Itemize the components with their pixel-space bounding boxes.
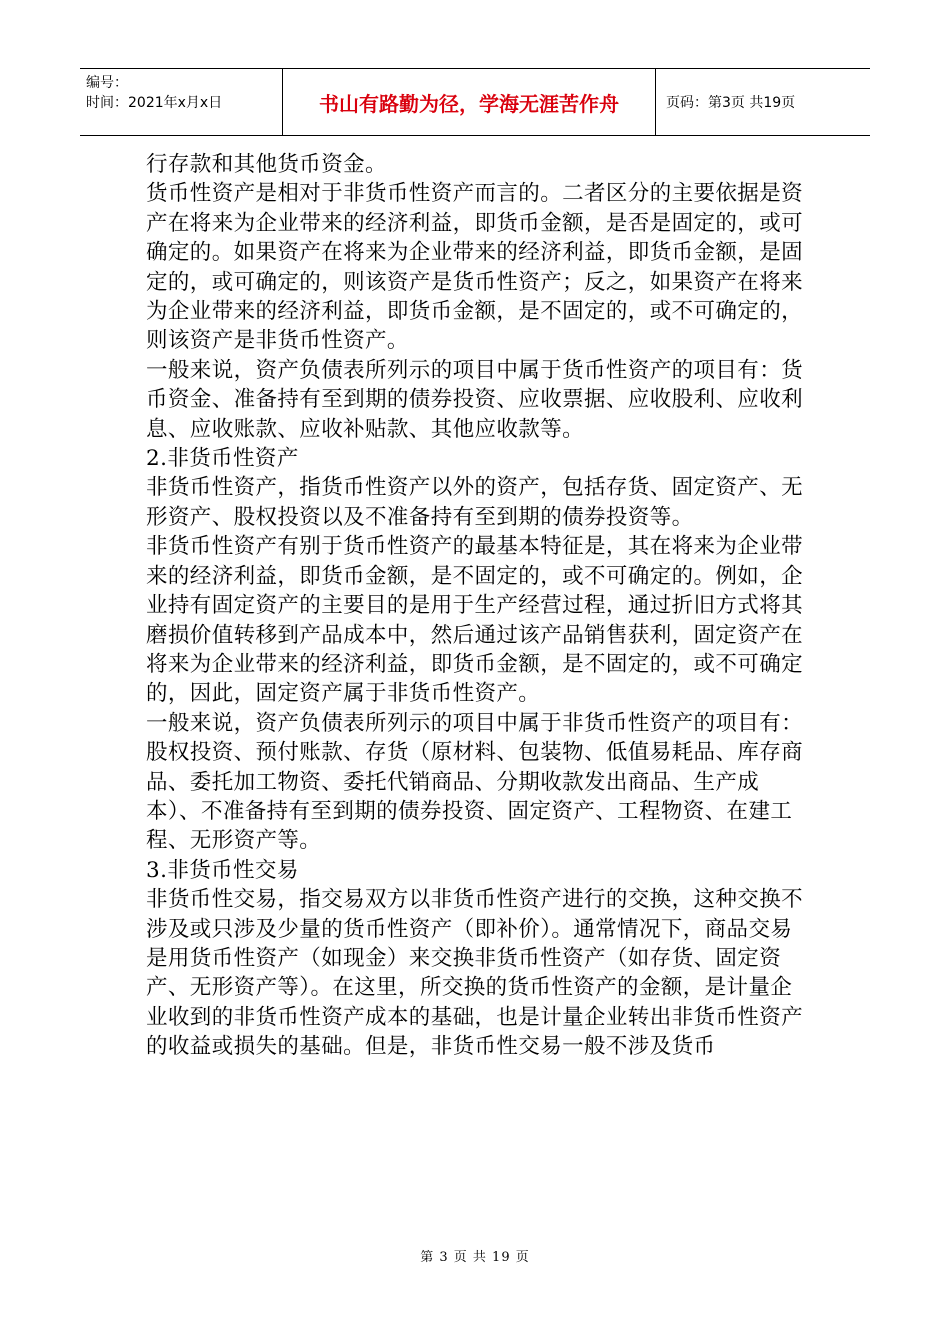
- paragraph: 非货币性资产有别于货币性资产的最基本特征是，其在将来为企业带来的经济利益，即货币金额，是不固定的，或不可确定的。例如，企业持有固定资产的主要目的是用于生产经营过程，通过折旧方式将其磨损价值转移到产品成本中，然后通过该产品销售获利，固定资产在将来为企业带来的经济利益，即货币金额，是不固定的，或不可确定的，因此，固定资产属于非货币性资产。: [146, 534, 804, 707]
- section-heading: 2.非货币性资产: [146, 446, 299, 472]
- header-meta: [80, 69, 283, 135]
- paragraph: 一般来说，资产负债表所列示的项目中属于非货币性资产的项目有：股权投资、预付账款、存货（原材料、包装物、低值易耗品、库存商品、委托加工物资、委托代销商品、分期收款发出商品、生产成本）、不准备持有至到期的债券投资、固定资产、工程物资、在建工程、无形资产等。: [146, 710, 804, 854]
- document-number-label: 编号：: [86, 75, 128, 91]
- paragraph: 非货币性交易，指交易双方以非货币性资产进行的交换，这种交换不涉及或只涉及少量的货币性资产（即补价）。通常情况下，商品交易是用货币性资产（如现金）来交换非货币性资产（如存货、固定资产、无形资产等）。在这里，所交换的货币性资产的金额，是计量企业收到的非货币性资产成本的基础，也是计量企业转出非货币性资产的收益或损失的基础。但是，非货币性交易一般不涉及货币: [146, 887, 804, 1060]
- document-time-label: 时间：2021年x月x日: [86, 95, 223, 111]
- paragraph: 非货币性资产，指货币性资产以外的资产，包括存货、固定资产、无形资产、股权投资以及不准备持有至到期的债券投资等。: [146, 475, 804, 530]
- paragraph: 行存款和其他货币资金。: [146, 152, 387, 177]
- paragraph: 货币性资产是相对于非货币性资产而言的。二者区分的主要依据是资产在将来为企业带来的经济利益，即货币金额，是否是固定的，或可确定的。如果资产在将来为企业带来的经济利益，即货币金额，是固定的，或可确定的，则该资产是货币性资产；反之，如果资产在将来为企业带来的经济利益，即货币金额，是不固定的，或不可确定的，则该资产是非货币性资产。: [146, 181, 804, 354]
- page-footer: 第 3 页 共 19 页: [420, 1250, 530, 1265]
- document-body: [146, 150, 806, 1062]
- header-page-info: 页码：第3页 共19页: [666, 95, 796, 111]
- paragraph: 一般来说，资产负债表所列示的项目中属于货币性资产的项目有：货币资金、准备持有至到期的债券投资、应收票据、应收股利、应收利息、应收账款、应收补贴款、其他应收款等。: [146, 357, 804, 442]
- page-header: [80, 68, 870, 136]
- section-heading: 3.非货币性交易: [146, 857, 299, 883]
- header-motto: 书山有路勤为径，学海无涯苦作舟: [283, 69, 656, 135]
